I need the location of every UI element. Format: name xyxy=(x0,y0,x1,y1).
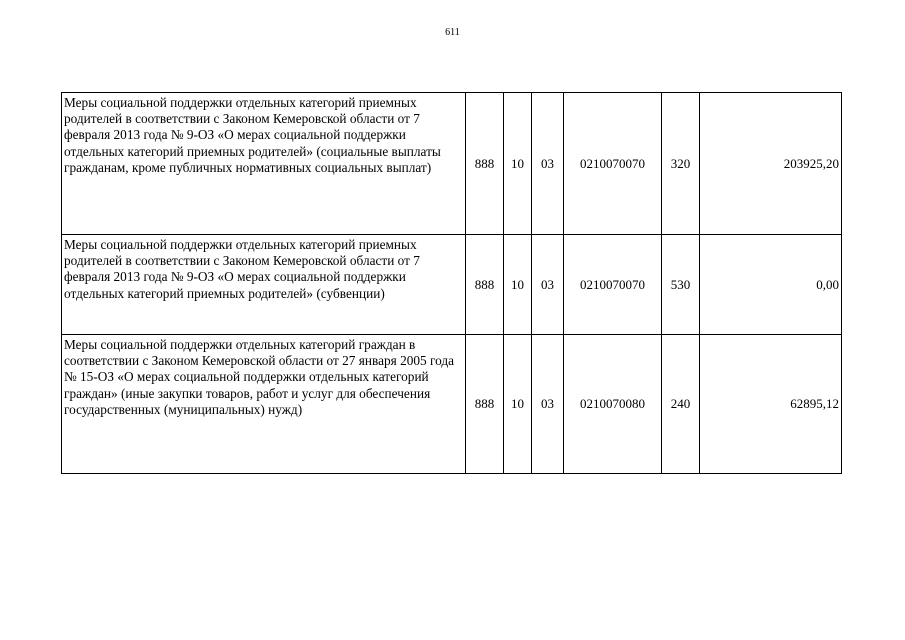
expense-name-cell: Меры социальной поддержки отдельных категорий граждан в соответствии с Законом Кемеровской области от 27 января 2005 года № 15-ОЗ «О мерах социальной поддержки отдельных категорий граждан» (иные закупки товаров, работ и услуг для обеспечения государственных (муниципальных) нужд) xyxy=(62,335,466,474)
target-article-cell: 0210070070 xyxy=(564,235,662,335)
target-article-cell: 0210070070 xyxy=(564,93,662,235)
budget-table xyxy=(61,92,842,474)
section-code-cell: 10 xyxy=(504,93,532,235)
amount-cell: 0,00 xyxy=(700,235,842,335)
table-row xyxy=(62,235,842,335)
expense-name-cell: Меры социальной поддержки отдельных категорий приемных родителей в соответствии с Законом Кемеровской области от 7 февраля 2013 года № 9-ОЗ «О мерах социальной поддержки отдельных категорий приемных родителей» (социальные выплаты гражданам, кроме публичных нормативных социальных выплат) xyxy=(62,93,466,235)
ministry-code-cell: 888 xyxy=(466,235,504,335)
amount-cell: 203925,20 xyxy=(700,93,842,235)
amount-cell: 62895,12 xyxy=(700,335,842,474)
expense-type-cell: 530 xyxy=(662,235,700,335)
table-row xyxy=(62,93,842,235)
table-row xyxy=(62,335,842,474)
page-number: 611 xyxy=(445,27,460,38)
subsection-code-cell: 03 xyxy=(532,235,564,335)
expense-name-cell: Меры социальной поддержки отдельных категорий приемных родителей в соответствии с Законом Кемеровской области от 7 февраля 2013 года № 9-ОЗ «О мерах социальной поддержки отдельных категорий приемных родителей» (субвенции) xyxy=(62,235,466,335)
section-code-cell: 10 xyxy=(504,335,532,474)
target-article-cell: 0210070080 xyxy=(564,335,662,474)
subsection-code-cell: 03 xyxy=(532,335,564,474)
ministry-code-cell: 888 xyxy=(466,335,504,474)
section-code-cell: 10 xyxy=(504,235,532,335)
expense-type-cell: 320 xyxy=(662,93,700,235)
ministry-code-cell: 888 xyxy=(466,93,504,235)
subsection-code-cell: 03 xyxy=(532,93,564,235)
expense-type-cell: 240 xyxy=(662,335,700,474)
